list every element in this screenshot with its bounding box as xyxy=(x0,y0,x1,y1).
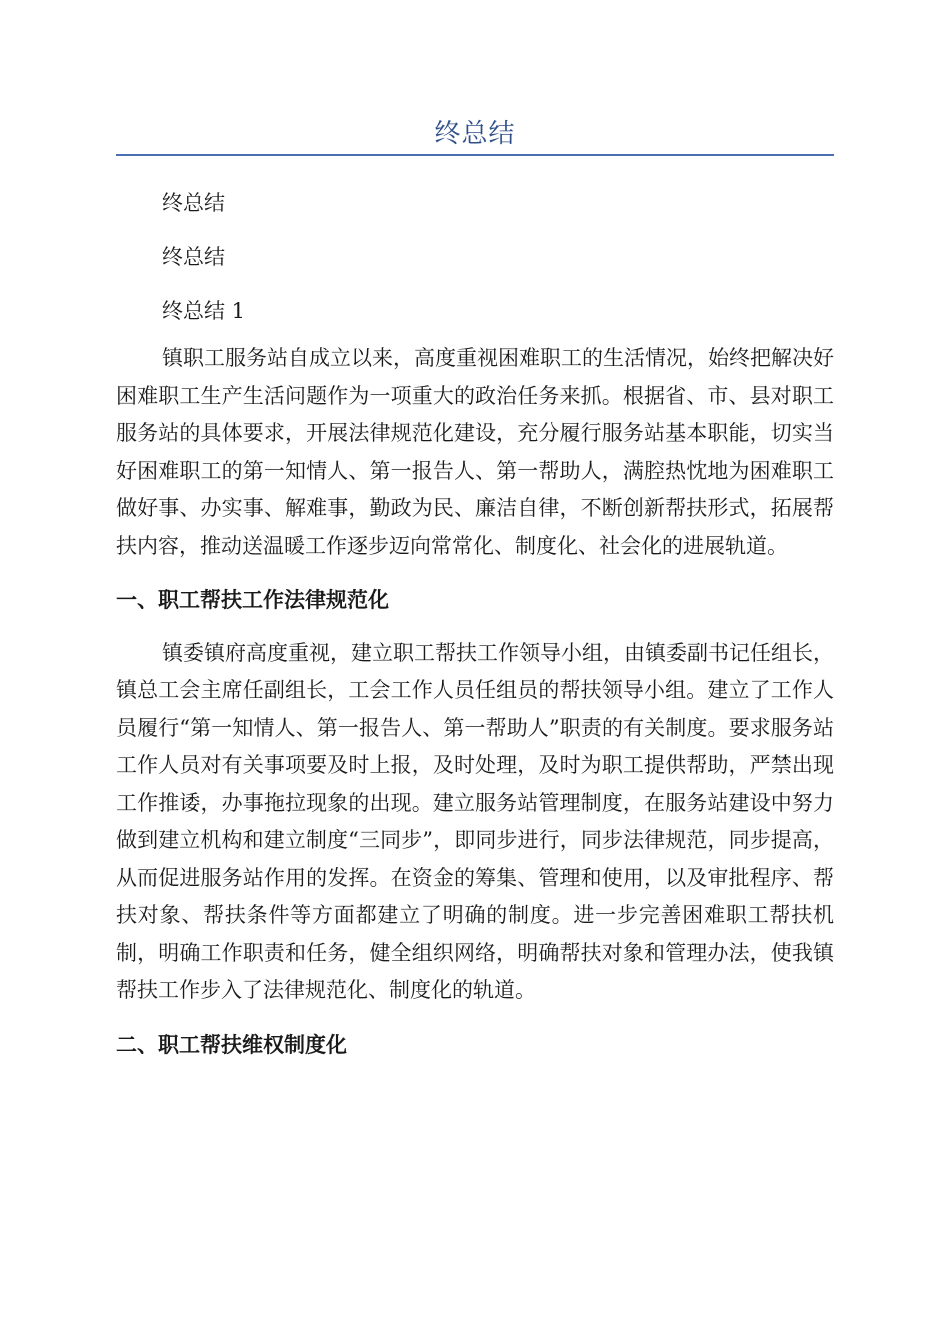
title-underline xyxy=(116,154,834,156)
subtitle-line-1: 终总结 xyxy=(162,191,225,215)
subtitle-line-3: 终总结 1 xyxy=(162,299,246,323)
section-heading-1: 一、职工帮扶工作法律规范化 xyxy=(116,587,389,612)
section1-paragraph: 镇委镇府高度重视，建立职工帮扶工作领导小组，由镇委副书记任组长，镇总工会主席任副组长，工会工作人员任组员的帮扶领导小组。建立了工作人员履行“第一知情人、第一报告人、第一帮助人”职责的有关制度。要求服务站工作人员对有关事项要及时上报，及时处理，及时为职工提供帮助，严禁出现工作推诿，办事拖拉现象的出现。建立服务站管理制度，在服务站建设中努力做到建立机构和建立制度“三同步”，即同步进行，同步法律规范，同步提高，从而促进服务站作用的发挥。在资金的筹集、管理和使用，以及审批程序、帮扶对象、帮扶条件等方面都建立了明确的制度。进一步完善困难职工帮扶机制，明确工作职责和任务，健全组织网络，明确帮扶对象和管理办法，使我镇帮扶工作步入了法律规范化、制度化的轨道。 xyxy=(116,640,834,1002)
document-title: 终总结 xyxy=(434,119,516,149)
intro-paragraph: 镇职工服务站自成立以来，高度重视困难职工的生活情况，始终把解决好困难职工生产生活问题作为一项重大的政治任务来抓。根据省、市、县对职工服务站的具体要求，开展法律规范化建设，充分履行服务站基本职能，切实当好困难职工的第一知情人、第一报告人、第一帮助人，满腔热忱地为困难职工做好事、办实事、解难事，勤政为民、廉洁自律，不断创新帮扶形式，拓展帮扶内容，推动送温暖工作逐步迈向常常化、制度化、社会化的进展轨道。 xyxy=(116,346,834,558)
document-page xyxy=(116,0,834,1079)
section-heading-2: 二、职工帮扶维权制度化 xyxy=(116,1031,347,1057)
subtitle-line-2: 终总结 xyxy=(162,245,225,269)
